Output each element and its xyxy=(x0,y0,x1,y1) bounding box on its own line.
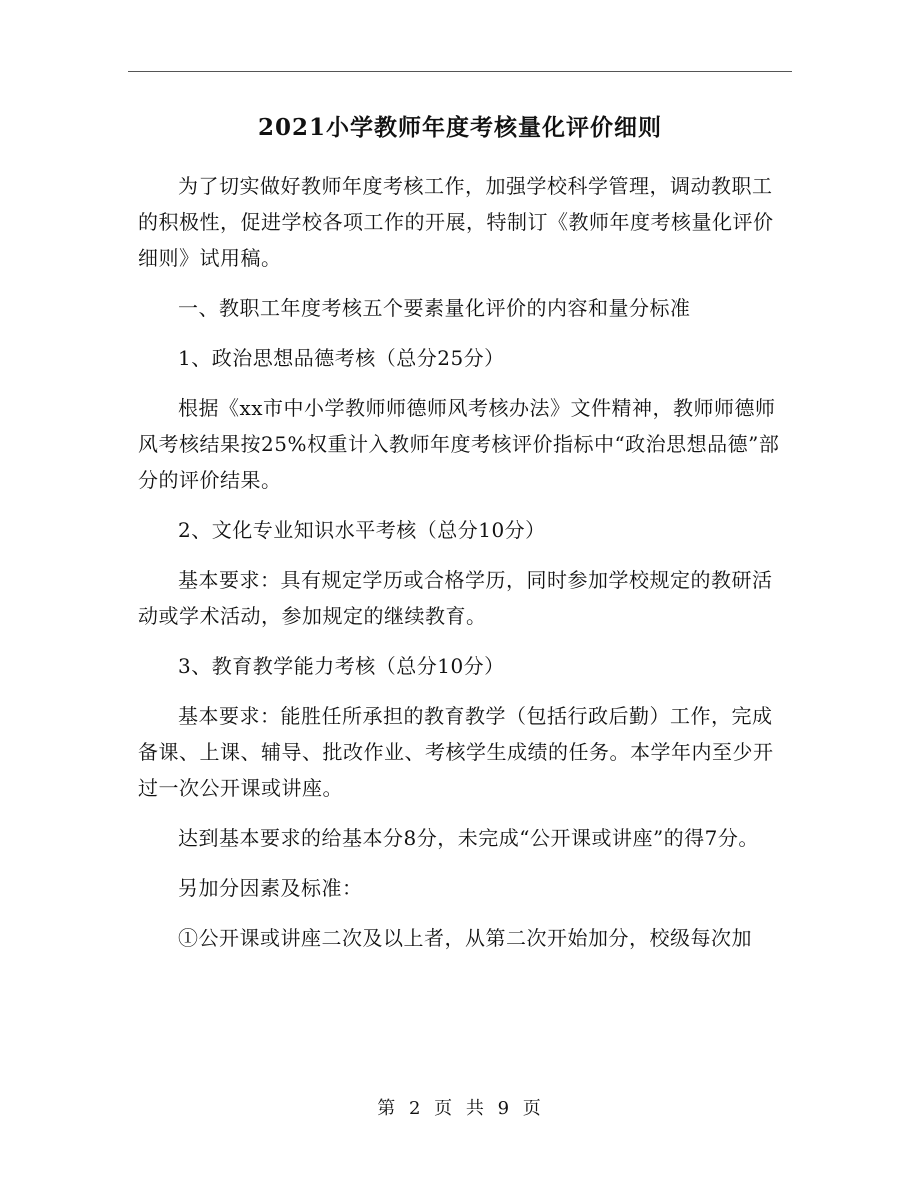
subsection-heading-political: 1、政治思想品德考核（总分25分） xyxy=(178,346,505,370)
page-number: 第 2 页 共 9 页 xyxy=(377,1098,543,1119)
paragraph-bonus-item-1: ①公开课或讲座二次及以上者，从第二次开始加分，校级每次加 xyxy=(178,926,752,950)
header-rule xyxy=(128,71,792,72)
paragraph-political: 根据《xx市中小学教师师德师风考核办法》文件精神，教师师德师风考核结果按25%权重计入教师年度考核评价指标中“政治思想品德”部分的评价结果。 xyxy=(138,396,780,492)
paragraph-bonus-heading: 另加分因素及标准： xyxy=(178,876,363,900)
section-heading-1: 一、教职工年度考核五个要素量化评价的内容和量分标准 xyxy=(178,296,691,320)
subsection-heading-teaching: 3、教育教学能力考核（总分10分） xyxy=(178,654,505,678)
paragraph-knowledge: 基本要求：具有规定学历或合格学历，同时参加学校规定的教研活动或学术活动，参加规定的继续教育。 xyxy=(138,568,773,628)
paragraph-teaching: 基本要求：能胜任所承担的教育教学（包括行政后勤）工作，完成备课、上课、辅导、批改作业、考核学生成绩的任务。本学年内至少开过一次公开课或讲座。 xyxy=(138,704,774,800)
paragraph-base-score: 达到基本要求的给基本分8分，未完成“公开课或讲座”的得7分。 xyxy=(178,826,759,850)
document-body xyxy=(138,168,788,956)
document-title: 2021小学教师年度考核量化评价细则 xyxy=(257,114,662,141)
subsection-heading-knowledge: 2、文化专业知识水平考核（总分10分） xyxy=(178,518,546,542)
paragraph-intro: 为了切实做好教师年度考核工作，加强学校科学管理，调动教职工的积极性，促进学校各项工作的开展，特制订《教师年度考核量化评价细则》试用稿。 xyxy=(138,174,774,270)
